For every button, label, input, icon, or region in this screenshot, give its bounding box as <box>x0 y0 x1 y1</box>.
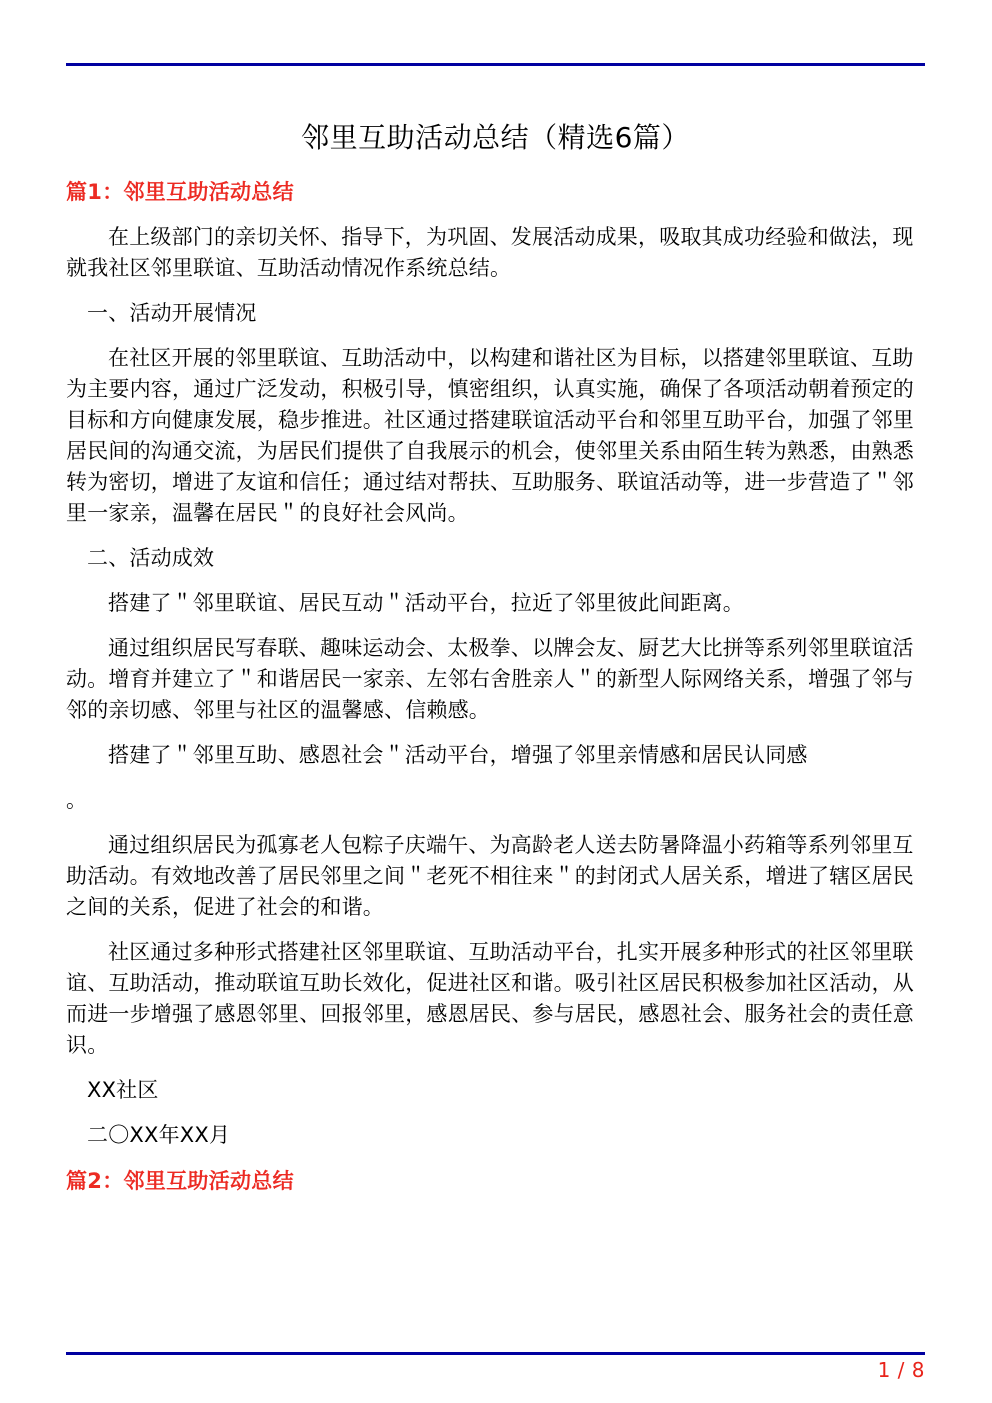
subheading-activity-results: 二、活动成效 <box>87 546 215 570</box>
paragraph-community-conclusion: 社区通过多种形式搭建社区邻里联谊、互助活动平台，扎实开展多种形式的社区邻里联谊、互助活动，推动联谊互助长效化，促进社区和谐。吸引社区居民积极参加社区活动，从而进一步增强了感恩邻里、回报邻里，感恩居民、参与居民，感恩社会、服务社会的责任意识。 <box>66 940 914 1057</box>
signature-date: 二〇XX年XX月 <box>87 1123 231 1147</box>
paragraph-platform-friendship: 搭建了＂邻里联谊、居民互动＂活动平台，拉近了邻里彼此间距离。 <box>108 591 744 615</box>
subheading-activity-overview: 一、活动开展情况 <box>87 301 257 325</box>
paragraph-activities-list: 通过组织居民写春联、趣味运动会、太极拳、以牌会友、厨艺大比拼等系列邻里联谊活动。增育并建立了＂和谐居民一家亲、左邻右舍胜亲人＂的新型人际网络关系，增强了邻与邻的亲切感、邻里与社区的温馨感、信赖感。 <box>66 636 914 722</box>
signature-organization: XX社区 <box>87 1078 159 1102</box>
page-title: 邻里互助活动总结（精选6篇） <box>301 121 690 154</box>
paragraph-orphan-period: 。 <box>66 788 88 812</box>
header-rule <box>66 63 925 66</box>
document-content <box>66 118 925 1211</box>
paragraph-intro: 在上级部门的亲切关怀、指导下，为巩固、发展活动成果，吸取其成功经验和做法，现就我社区邻里联谊、互助活动情况作系统总结。 <box>66 225 914 280</box>
footer-rule <box>66 1352 925 1355</box>
section-heading-pian1: 篇1：邻里互助活动总结 <box>66 180 294 204</box>
paragraph-platform-gratitude: 搭建了＂邻里互助、感恩社会＂活动平台，增强了邻里亲情感和居民认同感 <box>108 743 808 767</box>
section-heading-pian2: 篇2：邻里互助活动总结 <box>66 1169 294 1193</box>
page-number: 1 / 8 <box>877 1358 925 1382</box>
paragraph-elderly-support: 通过组织居民为孤寡老人包粽子庆端午、为高龄老人送去防暑降温小药箱等系列邻里互助活动。有效地改善了居民邻里之间＂老死不相往来＂的封闭式人居关系，增进了辖区居民之间的关系，促进了社会的和谐。 <box>66 833 914 919</box>
paragraph-activity-overview: 在社区开展的邻里联谊、互助活动中，以构建和谐社区为目标，以搭建邻里联谊、互助为主要内容，通过广泛发动，积极引导，慎密组织，认真实施，确保了各项活动朝着预定的目标和方向健康发展，稳步推进。社区通过搭建联谊活动平台和邻里互助平台，加强了邻里居民间的沟通交流，为居民们提供了自我展示的机会，使邻里关系由陌生转为熟悉，由熟悉转为密切，增进了友谊和信任；通过结对帮扶、互助服务、联谊活动等，进一步营造了＂邻里一家亲，温馨在居民＂的良好社会风尚。 <box>66 346 914 525</box>
